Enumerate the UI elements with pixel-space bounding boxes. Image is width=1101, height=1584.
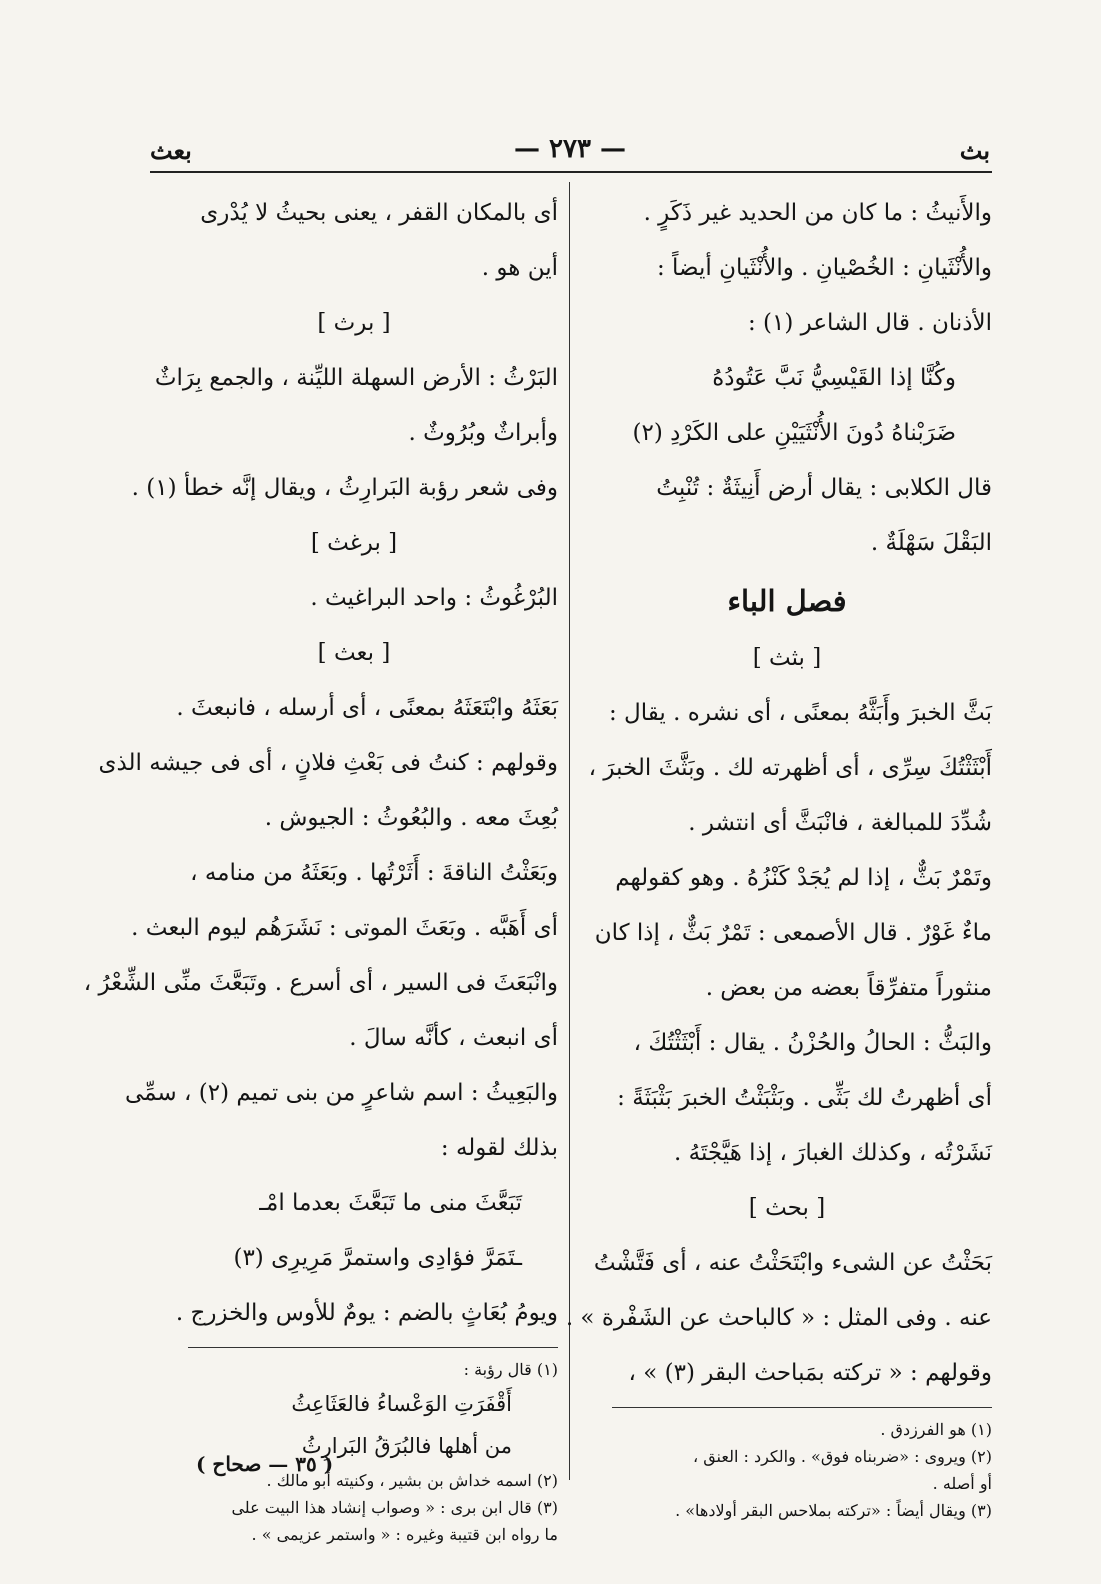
footnote: (٢) ويروى : «ضربناه فوق» . والكرد : العنق ، xyxy=(692,1447,992,1466)
header-root-right: بث xyxy=(959,136,990,165)
signature-mark: ( ٣٥ — صحاح ) xyxy=(196,1452,334,1476)
header-rule xyxy=(150,171,992,173)
text-line: بَحَثْتُ عن الشىء وابْتَحَثْتُ عنه ، أى فَتَّشْتُ xyxy=(593,1250,992,1276)
footnote: (١) هو الفرزدق . xyxy=(880,1420,992,1439)
entry-root: [ بثث ] xyxy=(752,645,822,671)
text-line: شُدِّدَ للمبالغة ، فانْبَثَّ أى انتشر . xyxy=(688,810,992,836)
text-line: وأبراثٌ وبُرُوثٌ . xyxy=(408,420,558,446)
entry-root: [ بعث ] xyxy=(317,640,391,666)
text-line: بُعِثَ معه . والبُعُوثُ : الجيوش . xyxy=(264,805,558,831)
text-line: قال الكلابى : يقال أرض أَنِيثَةٌ : تُنْبِتُ xyxy=(656,475,992,501)
text-line: بَثَّ الخبرَ وأَبَثَّهُ بمعنًى ، أى نشره . يقال : xyxy=(608,700,992,726)
text-line: والأَنيثُ : ما كان من الحديد غير ذَكَرٍ . xyxy=(643,200,992,226)
footnote: (١) قال رؤبة : xyxy=(463,1360,558,1379)
text-line: والبَعِيثُ : اسم شاعرٍ من بنى تميم (٢) ، سمِّى xyxy=(124,1080,558,1106)
text-line: البَقْلَ سَهْلَةٌ . xyxy=(870,530,992,556)
text-line: الأذنان . قال الشاعر (١) : xyxy=(747,310,992,336)
text-line: وبَعَثْتُ الناقةَ : أَثَرْتُها . وبَعَثَهُ من منامه ، xyxy=(190,860,558,886)
text-line: وقولهم : « تركته بمَباحث البقر (٣) » ، xyxy=(628,1360,992,1386)
text-line: البَرْثُ : الأرض السهلة الليِّنة ، والجمع بِرَاثٌ xyxy=(154,365,558,391)
footnote: ما رواه ابن قتيبة وغيره : « واستمر عزيمى » . xyxy=(251,1525,558,1544)
footnote-rule xyxy=(612,1407,992,1408)
verse-line: تَبَعَّثَ منى ما تَبَعَّثَ بعدما امْـ xyxy=(259,1190,522,1216)
text-line: ماءٌ غَوْرٌ . قال الأصمعى : تَمْرٌ بَثٌّ ، إذا كان xyxy=(594,920,992,946)
verse-line: وكُنَّا إذا القَيْسِيُّ نَبَّ عَتُودُهُ xyxy=(712,365,956,391)
column-divider xyxy=(569,182,570,1480)
text-line: وتَمْرٌ بَثٌّ ، إذا لم يُجَدْ كَنْزُهُ . وهو كقولهم xyxy=(615,865,992,891)
entry-root: [ برغث ] xyxy=(310,530,398,556)
verse-line: ـتَمَرَّ فؤادِى واستمرَّ مَرِيرِى (٣) xyxy=(233,1245,522,1271)
entry-root: [ برث ] xyxy=(317,310,391,336)
text-line: وفى شعر رؤبة البَرارِثُ ، ويقال إنَّه خطأ (١) . xyxy=(131,475,558,501)
text-line: أى بالمكان القفر ، يعنى بحيثُ لا يُدْرى xyxy=(200,200,558,226)
text-line: ويومُ بُعَاثٍ بالضم : يومٌ للأوس والخزرج . xyxy=(175,1300,558,1326)
verse-line: ضَرَبْناهُ دُونَ الأُنْثَيَيْنِ على الكَرْدِ (٢) xyxy=(632,420,956,446)
text-line: أى أَهَبَّه . وبَعَثَ الموتى : نَشَرَهُم ليوم البعث . xyxy=(131,915,558,941)
header-root-left: بعث xyxy=(150,136,192,165)
text-line: أى أظهرتُ لك بَثِّى . وبَثْبَثْتُ الخبرَ بَثْبَثَةً : xyxy=(617,1085,992,1111)
footnote-verse: أَقْفَرَتِ الوَعْساءُ فالعَثَاعِثُ xyxy=(291,1392,512,1416)
text-line: منثوراً متفرِّقاً بعضه من بعض . xyxy=(705,975,992,1001)
text-line: البُرْغُوثُ : واحد البراغيث . xyxy=(310,585,558,611)
text-line: بَعَثَهُ وابْتَعَثَهُ بمعنًى ، أى أرسله ، فانبعثَ . xyxy=(176,695,558,721)
footnote: أو أصله . xyxy=(932,1474,992,1493)
text-line: والأُنْثَيانِ : الخُصْيانِ . والأُنْثَيانِ أيضاً : xyxy=(656,255,992,281)
footnote: (٢) اسمه خداش بن بشير ، وكنيته أبو مالك . xyxy=(266,1471,558,1490)
text-line: أى انبعث ، كأنَّه سالَ . xyxy=(349,1025,558,1051)
text-line: وانْبَعَثَ فى السير ، أى أسرع . وتَبَعَّثَ منِّى الشِّعْرُ ، xyxy=(83,970,558,996)
text-line: نَشَرْتُه ، وكذلك الغبارَ ، إذا هَيَّجْتَهُ . xyxy=(674,1140,992,1166)
text-line: بذلك لقوله : xyxy=(440,1135,558,1161)
footnote: (٣) ويقال أيضاً : «تركته بملاحس البقر أولادها» . xyxy=(675,1501,992,1520)
page-number: — ٢٧٣ — xyxy=(513,134,627,164)
footnote-verse: من أهلها فالبُرَقُ البَرارِثُ xyxy=(301,1434,512,1458)
left-column xyxy=(83,186,558,1548)
section-heading: فصل الباء xyxy=(727,584,847,618)
text-line: والبَثُّ : الحالُ والحُزْنُ . يقال : أَبْثَثْتُكَ ، xyxy=(633,1030,992,1056)
text-line: عنه . وفى المثل : « كالباحث عن الشَفْرة » . xyxy=(565,1305,992,1331)
entry-root: [ بحث ] xyxy=(748,1195,826,1221)
text-line: وقولهم : كنتُ فى بَعْثِ فلانٍ ، أى فى جيشه الذى xyxy=(98,750,558,776)
footnote-rule xyxy=(188,1347,558,1348)
page-header xyxy=(150,132,990,168)
text-line: أين هو . xyxy=(481,255,558,281)
text-line: أَبْثَثْتُكَ سِرِّى ، أى أظهرته لك . وبَثَّثَ الخبرَ ، xyxy=(588,755,992,781)
right-column xyxy=(565,186,992,1524)
footnote: (٣) قال ابن برى : « وصواب إنشاد هذا البيت على xyxy=(231,1498,558,1517)
